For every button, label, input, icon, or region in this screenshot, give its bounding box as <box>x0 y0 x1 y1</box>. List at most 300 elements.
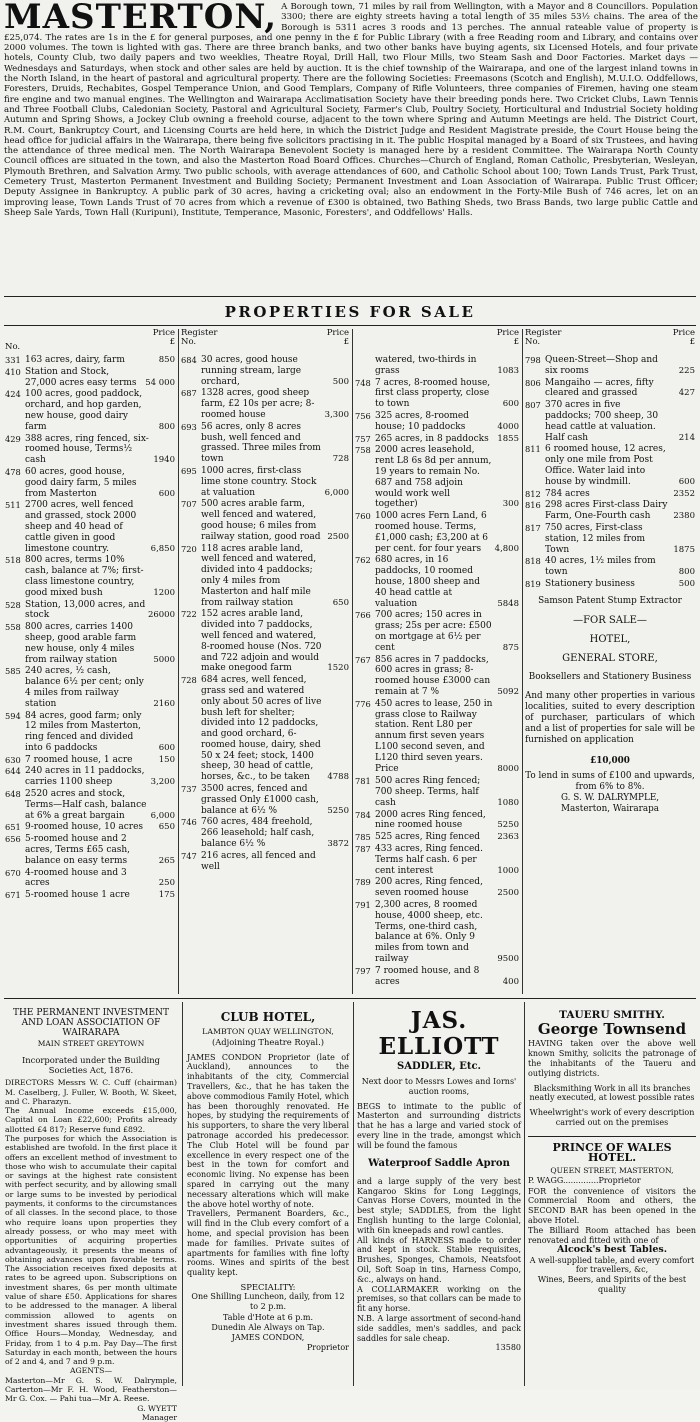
header-no: No. <box>5 342 21 352</box>
listing-number: 781 <box>355 776 371 787</box>
property-listing <box>525 400 695 443</box>
listing-text: 2000 acres leasehold, rent L8 6s 8d per annum, 19 years to remain No. 687 and 758 adjoin would work well together) <box>375 445 492 510</box>
listing-number: 707 <box>181 499 197 510</box>
property-listing <box>355 699 519 764</box>
ad2-dunedin: Dunedin Ale Always on Tap. <box>211 1322 325 1332</box>
header-price: Price £ <box>672 328 695 347</box>
listing-text: 450 acres to lease, 250 in grass close to Railway station. Rent L80 per annum first seven years L100 second seven, and L120 third seven years. <box>375 698 493 763</box>
col-rule-1 <box>178 329 179 994</box>
listing-number: 785 <box>355 832 371 843</box>
listing-number: 747 <box>181 850 197 861</box>
property-list-2 <box>181 355 349 872</box>
column-header <box>355 329 519 355</box>
listing-text: 3500 acres, fenced and grassed Only £1000 cash, balance at 6½ % <box>201 784 319 816</box>
listing-text: 2000 acres Ring fenced, nine roomed house <box>375 809 486 831</box>
listing-number: 767 <box>355 654 371 665</box>
ad4-name: George Townsend <box>537 1020 687 1039</box>
listing-text: 760 acres, 484 freehold, 266 leasehold; half cash, balance 6½ % <box>201 817 315 850</box>
listing-number: 684 <box>181 355 197 365</box>
listing-text: 84 acres, good farm; only 12 miles from Masterton, ring fenced and divided into 6 paddocks <box>25 710 142 753</box>
ad3-code: 13580 <box>495 1343 521 1353</box>
listing-price: 5848 <box>497 598 519 609</box>
property-listing <box>5 600 175 622</box>
listing-price: 500 <box>678 578 695 589</box>
header-register: Register No. <box>525 328 562 347</box>
property-listing <box>525 556 695 578</box>
listing-price: 400 <box>502 976 519 987</box>
header-register: Register No. <box>181 328 218 347</box>
property-listing <box>525 444 695 487</box>
listing-text: 118 acres arable land, well fenced and watered, divided into 4 paddocks; only 4 miles from Masterton and half mile from railway station <box>201 543 317 608</box>
loan-association-ad <box>5 1008 177 1422</box>
tauera-smithy-ad <box>528 1008 696 1386</box>
listing-number: 784 <box>355 809 371 820</box>
property-listing <box>525 523 695 555</box>
listing-text: 6 roomed house, 12 acres, only one mile from Post Office. Water laid into house by windmill. <box>545 444 666 487</box>
property-listing <box>181 784 349 816</box>
listing-text: 5-roomed house 1 acre <box>25 890 130 901</box>
listing-price: 5092 <box>497 686 519 697</box>
property-listing <box>355 776 519 808</box>
properties-title: PROPERTIES FOR SALE <box>224 303 476 321</box>
ad-rule-1 <box>182 1002 183 1386</box>
listing-text: 2700 acres, well fenced and grassed, stock 2000 sheep and 40 head of cattle given in good limestone country. <box>25 500 137 554</box>
ad2-spec: One Shilling Luncheon, daily, from 12 to 2 p.m. <box>191 1292 345 1312</box>
listing-number: 737 <box>181 784 197 795</box>
ad1-directors: DIRECTORS Messrs W. C. Cuff (chairman) M. Caselberg, J. Fuller, W. Booth, W. Skeet, and C. Pharazyn. <box>5 1078 177 1106</box>
listing-number: 819 <box>525 578 541 589</box>
listing-text: 265 acres, in 8 paddocks <box>375 433 489 444</box>
listing-price: 5000 <box>153 654 175 665</box>
property-listing <box>355 877 519 899</box>
hotel-label: HOTEL, <box>589 633 631 645</box>
listing-text: Queen-Street—Shop and six rooms <box>545 355 658 376</box>
property-listing <box>181 422 349 465</box>
listing-price: 175 <box>158 890 175 901</box>
listing-number: 757 <box>355 433 371 444</box>
listing-number: 651 <box>5 822 21 833</box>
ad5-street: QUEEN STREET, MASTERTON, <box>550 1166 674 1176</box>
property-column-4 <box>525 329 695 994</box>
column-header <box>525 329 695 355</box>
ad3-nb: N.B. A large assortment of second-hand side saddles, men's saddles, and pack saddles for sale cheap. <box>357 1313 521 1343</box>
property-listing <box>355 555 519 609</box>
listing-text: 4-roomed house and 3 acres <box>25 867 127 889</box>
property-listing <box>355 900 519 965</box>
listing-text: 216 acres, all fenced and well <box>201 850 316 872</box>
listing-price: 875 <box>502 642 519 653</box>
listing-number: 511 <box>5 500 21 511</box>
listing-text: 7 roomed house, 1 acre <box>25 754 133 765</box>
listing-number: 656 <box>5 834 21 845</box>
listing-number: 812 <box>525 488 541 499</box>
property-listing <box>5 555 175 598</box>
listing-text: 5-roomed house and 2 acres, Terms £65 cash, balance on easy terms <box>25 834 131 866</box>
ad-rule-3 <box>524 1002 525 1386</box>
ad3-next: Next door to Messrs Lowes and Iorns' auction rooms, <box>361 1077 517 1097</box>
ad1-role: Manager <box>141 1412 177 1422</box>
property-listing <box>181 817 349 849</box>
listing-price: 6,850 <box>150 543 175 554</box>
ad3-heading: Waterproof Saddle Apron <box>368 1157 510 1169</box>
listing-price: 2352 <box>673 488 695 499</box>
general-store-label: GENERAL STORE, <box>562 652 658 664</box>
property-listing <box>355 434 519 445</box>
listing-text: 325 acres, 8-roomed house; 10 paddocks <box>375 410 469 432</box>
listing-price: 2500 <box>327 531 349 542</box>
divider-properties <box>4 325 696 326</box>
property-listing <box>5 868 175 890</box>
listing-text: Stationery business <box>545 578 635 589</box>
property-listing <box>181 609 349 674</box>
ad1-agents: Masterton—Mr G. S. W. Dalrymple, Carterton—Mr F. H. Wood, Featherston—Mr G. Cox. — Pahi tua—Mr A. Reese. <box>5 1375 177 1404</box>
listing-price: 225 <box>678 365 695 376</box>
listing-price: 1520 <box>327 663 349 674</box>
listing-price: 250 <box>158 878 175 889</box>
listing-price: 5250 <box>327 805 349 816</box>
property-listing <box>181 466 349 498</box>
col-rule-3 <box>522 329 523 994</box>
ad1-title: THE PERMANENT INVESTMENT AND LOAN ASSOCIATION OF WAIRARAPA <box>13 1008 169 1039</box>
dalrymple-notice <box>525 596 695 815</box>
listing-number: 818 <box>525 556 541 567</box>
property-list-1 <box>5 355 175 901</box>
property-listing <box>5 711 175 754</box>
listing-text: 433 acres, Ring fenced. Terms half cash. 6 per cent interest <box>375 844 483 876</box>
listing-price: 3872 <box>327 839 349 850</box>
ad2-line1: LAMBTON QUAY WELLINGTON, <box>202 1027 334 1037</box>
elliott-saddler-ad <box>357 1008 521 1386</box>
listing-price: 1940 <box>153 455 175 466</box>
listing-price: 800 <box>158 421 175 432</box>
property-listing <box>355 655 519 698</box>
listing-number: 798 <box>525 355 541 365</box>
listing-text: 7 acres, 8-roomed house, first class property, close to town <box>375 377 491 410</box>
listing-text: Station, 13,000 acres, and stock <box>25 599 146 621</box>
property-listing <box>5 789 175 821</box>
listing-price: 3,300 <box>324 409 349 420</box>
listing-text: Price <box>375 764 399 775</box>
listing-text: 56 acres, only 8 acres bush, well fenced and grassed. Three miles from town <box>201 421 321 465</box>
listing-number: 797 <box>355 965 371 976</box>
ad-rule-2 <box>353 1002 354 1386</box>
listing-price: 8000 <box>497 764 519 775</box>
ad5-body2: The Billiard Room attached has been renovated and fitted with one of <box>528 1225 696 1245</box>
property-listing <box>5 890 175 901</box>
ad4-body3: Wheelwright's work of every description carried out on the premises <box>529 1108 695 1127</box>
property-listing <box>181 675 349 783</box>
ad1-body: The purposes for which the Association is established are twofold. In the first place it offers an excellent method of investment to those who wish to accumulate their capital or savings at the highest rate consistent with perfect security, and by allowing small or large sums to be invested by periodical payments, it conforms to the circumstances of all classes. In the second place, to those who require loans upon properties they already possess, or who may meet with opportunities of acquiring properties advantageously, it presents the means of obtaining advances upon favorable terms. The Association receives fixed deposits at rates to be agreed upon. Subscriptions on investment shares, 6s per month ultimate value of share £50. Applications for shares to be addressed to the manager. A liberal commission allowed to agents on investment shares issued through them. Office Hours—Monday, Wednesday, and Friday, from 1 to 4 p.m. Pay Day—The first Saturday in each month, between the hours of 2 and 4, and 7 and 9 p.m. <box>5 1134 177 1367</box>
listing-number: 791 <box>355 900 371 911</box>
property-listing <box>181 851 349 873</box>
listing-text: 240 acres in 11 paddocks, carries 1100 sheep <box>25 766 145 788</box>
listing-price: 2160 <box>153 698 175 709</box>
listing-price: 600 <box>158 742 175 753</box>
listing-price: 214 <box>678 432 695 443</box>
listing-number: 478 <box>5 466 21 477</box>
listing-price: 850 <box>158 355 175 365</box>
listing-text: 750 acres, First-class station, 12 miles from Town <box>545 522 646 555</box>
property-column-3 <box>355 329 519 994</box>
listing-number: 687 <box>181 388 197 399</box>
listing-price: 4000 <box>497 421 519 432</box>
listing-price: 600 <box>158 488 175 499</box>
listing-price: 1855 <box>497 433 519 444</box>
listing-price: 1200 <box>153 587 175 598</box>
listing-number: 695 <box>181 465 197 476</box>
listing-number: 728 <box>181 675 197 686</box>
listing-number: 760 <box>355 511 371 522</box>
listing-price: 4788 <box>327 772 349 783</box>
listing-text: 2,300 acres, 8 roomed house, 4000 sheep, etc. Terms, one-third cash, balance at 6%. Only 9 miles from town and railway <box>375 900 483 965</box>
ad2-table: Table d'Hote at 6 p.m. <box>223 1312 313 1322</box>
column-header <box>181 329 349 355</box>
property-listing <box>181 355 349 387</box>
ad2-line2: (Adjoining Theatre Royal.) <box>211 1037 325 1048</box>
listing-price: 2380 <box>673 511 695 522</box>
header-price: Price £ <box>496 328 519 347</box>
property-listing <box>355 511 519 554</box>
club-hotel-ad <box>187 1008 349 1386</box>
property-listing <box>355 810 519 832</box>
property-listing <box>5 666 175 709</box>
property-list-3 <box>355 355 519 987</box>
ad4-body: HAVING taken over the above well known Smithy, solicits the patronage of the inhabitants of the Taueru and outlying districts. <box>528 1039 696 1078</box>
property-listing <box>355 844 519 876</box>
header-price: Price £ <box>326 328 349 347</box>
booksellers-label: Booksellers and Stationery Business <box>528 671 692 682</box>
ad2-body: JAMES CONDON Proprietor (late of Auckland), announces to the inhabitants of the city, Commercial Travellers, &c., that he has taken the above commodious Family Hotel, which has been thoroughly renovated. He hopes, by studying the requirements of his supporters, to share the very liberal patronage accorded his predecessor. The Club Hotel will be found par excellence in every respect one of the best in the town for comfort and economic living. No expense has been spared in carrying out the many necessary alterations which will make the above hotel worthy of note. <box>187 1052 349 1209</box>
divider-ads <box>4 998 696 999</box>
listing-price: 1000 <box>497 865 519 876</box>
listing-number: 528 <box>5 599 21 610</box>
property-listing <box>355 411 519 433</box>
listing-price: 800 <box>678 567 695 578</box>
property-listing <box>181 544 349 609</box>
masterton-description: A Borough town, 71 miles by rail from Wellington, with a Mayor and 8 Councillors. Population 3300; there are eighty streets having a total length of 35 miles 53½ chains. The area of the Borough is 5311 acres 3 roods and 13 perches. The annual rateable value of property is £25,074. The rates are 1s in the £ for general purposes, and one penny in the £ for Public Library (with a free Reading room and Library, and contains over 2000 volumes. The town is lighted with gas. There are three branch banks, and two other banks have buying agents, six Licensed Hotels, and four private hotels, County Club, two daily papers and two weeklies, Theatre Royal, Drill Hall, two Flour Mills, two Steam Sash and Door Factories. Market days — Wednesdays and Saturdays, when stock and other sales are held by auction. It is the chief township of the Wairarapa, and one of the largest inland towns in the North Island, in the heart of pastoral and agricultural property. There are the following Societies: Freemasons (Scotch and English), M.U.I.O. Oddfellows, Foresters, Druids, Rechabites, Gospel Temperance Union, and Good Templars, Company of Rifle Volunteers, three companies of Firemen, having one steam fire engine and two manual engines. The Wellington and Wairarapa Acclimatisation Society have their breeding ponds here. Two Cricket Clubs, Lawn Tennis and Three Football Clubs, Caledonian Society, Pastoral and Agricultural Society, Farmer's Club, Poultry Society, Horticultural and Industrial Society holding Autumn and Spring Shows, a Jockey Club owning a freehold course, adjacent to the town where Spring and Autumn Meetings are held. The District Court, R.M. Court, Bankruptcy Court, and Licensing Courts are held here, in which the District Judge and Resident Magistrate preside, the Court House being the head office for judicial affairs in the Wairarapa, there being five solicitors practising in it. The public Hospital managed by a Board of six Trustees, and having the attendance of three medical men. The North Wairarapa Benevolent Society is managed here by a resident Committee. The Wairarapa North County Council offices are situated in the town, and also the Masterton Road Board Offices. Churches—Church of England, Roman Catholic, Presbyterian, Wesleyan, Plymouth Brethren, and Salvation Army. Two public schools, with average attendances of 600, and Catholic School about 100; Town Lands Trust, Park Trust, Cemetery Trust, Masterton Permanent Investment and Building Society; Permanent Investment and Loan Association of Wairarapa. Public Trust Officer; Deputy Assignee in Bankruptcy. A public park of 30 acres, having a cricketing oval; also an endowment in the Forty-Mile Bush of 746 acres, let on an improving lease, Town Lands Trust of 70 acres from which a revenue of £300 is obtained, two Bathing Sheds, two Brass Bands, two large public Cattle and Sheep Sale Yards, Town Hall (Kuripuni), Institute, Temperance, Masonic, Foresters', and Oddfellows' Halls. <box>4 2 698 218</box>
listing-text: 298 acres First-class Dairy Farm, One-Fourth cash <box>545 500 668 522</box>
listing-number: 594 <box>5 710 21 721</box>
listing-price: 6,000 <box>150 810 175 821</box>
property-column-1 <box>5 329 175 994</box>
property-listing <box>525 355 695 377</box>
stump-extractor: Samson Patent Stump Extractor <box>538 595 682 606</box>
ad5-title: PRINCE OF WALES HOTEL. <box>552 1140 672 1164</box>
listing-price: 3,200 <box>150 777 175 788</box>
property-listing <box>5 500 175 554</box>
col-rule-2 <box>352 329 353 994</box>
listing-number: 811 <box>525 444 541 455</box>
listing-text: 2520 acres and stock, Terms—Half cash, balance at 6% a great bargain <box>25 789 147 821</box>
listing-price: 650 <box>158 822 175 833</box>
listing-price: 1875 <box>673 544 695 555</box>
listing-price: 1080 <box>497 797 519 808</box>
property-listing <box>525 579 695 590</box>
property-listing <box>5 389 175 432</box>
listing-number: 670 <box>5 867 21 878</box>
property-listing <box>355 445 519 510</box>
ad1-income: The Annual Income exceeds £15,000, Capital on Loan £22,600; Profits already allotted £4 817; Reserve fund £892. <box>5 1106 177 1134</box>
listing-text: 240 acres, ½ cash, balance 6½ per cent; only 4 miles from railway station <box>25 666 144 709</box>
listing-text: 800 acres, terms 10% cash, balance at 7%; first-class limestone country, good mixed bush <box>25 555 144 598</box>
ad-separator <box>528 1136 696 1137</box>
listing-text: 200 acres, Ring fenced, seven roomed house <box>375 877 483 899</box>
loan-amount: £10,000 <box>590 755 630 766</box>
listing-number: 518 <box>5 555 21 566</box>
listing-text: 700 acres; 150 acres in grass; 25s per acre: £500 on mortgage at 6½ per cent <box>375 610 492 653</box>
listing-text: 500 acres arable farm, well fenced and watered, good house; 6 miles from railway station, good road <box>201 499 321 542</box>
ad5-foot: Wines, Beers, and Spirits of the best quality <box>537 1275 687 1294</box>
property-listing <box>355 966 519 988</box>
listing-text: 100 acres, good paddock, orchard, and hop garden, new house, good dairy farm <box>25 389 143 432</box>
ad3-sub: SADDLER, Etc. <box>396 1061 482 1072</box>
property-listing <box>5 367 175 389</box>
listing-price: 427 <box>678 388 695 399</box>
ad2-sign: JAMES CONDON, <box>231 1332 305 1342</box>
listing-number: 671 <box>5 890 21 901</box>
listing-number: 807 <box>525 400 541 411</box>
listing-number: 748 <box>355 377 371 388</box>
property-list-4 <box>525 355 695 590</box>
listing-price: 300 <box>502 499 519 510</box>
listing-text: 60 acres, good house, good dairy farm, 5 miles from Masterton <box>25 466 137 499</box>
listing-text: 1000 acres, first-class lime stone country. Stock at valuation <box>201 465 317 498</box>
column-header <box>5 329 175 355</box>
ad1-incorp: Incorporated under the Building Societies Act, 1876. <box>21 1054 161 1076</box>
listing-price: 5250 <box>497 820 519 831</box>
for-sale-label: —FOR SALE— <box>573 614 647 626</box>
property-listing <box>525 378 695 400</box>
property-listing <box>181 499 349 542</box>
agent-name: G. S. W. DALRYMPLE, <box>560 792 660 803</box>
listing-text: 9-roomed house, 10 acres <box>25 822 144 833</box>
header-price: Price £ <box>152 328 175 347</box>
listing-number: 762 <box>355 555 371 566</box>
listing-number: 758 <box>355 445 371 456</box>
listing-price: 9500 <box>497 954 519 965</box>
ad2-role: Proprietor <box>306 1343 349 1353</box>
listing-number: 720 <box>181 543 197 554</box>
ad2-title: CLUB HOTEL, <box>220 1010 316 1024</box>
property-listing <box>5 834 175 866</box>
ad5-prop: P. WAGG..............Proprietor <box>528 1176 641 1186</box>
property-listing <box>525 489 695 500</box>
listing-number: 789 <box>355 877 371 888</box>
property-listing <box>5 434 175 466</box>
listing-text: 163 acres, dairy, farm <box>25 355 125 365</box>
listing-number: 756 <box>355 410 371 421</box>
ad1-sign: G. WYETT <box>137 1403 177 1413</box>
ad3-body4: A COLLARMAKER working on the premises, so that collars can be made to fit any horse. <box>357 1284 521 1314</box>
property-listing <box>5 822 175 833</box>
listing-price: 1083 <box>497 365 519 376</box>
listing-text: 7 roomed house, and 8 acres <box>375 965 480 987</box>
listing-price: 728 <box>332 454 349 465</box>
listing-text: 40 acres, 1½ miles from town <box>545 556 656 578</box>
ad1-street: MAIN STREET GREYTOWN <box>37 1038 145 1048</box>
property-listing <box>5 467 175 499</box>
property-listing <box>5 766 175 788</box>
masterton-title: MASTERTON, <box>4 0 278 37</box>
listing-text: 784 acres <box>545 488 590 499</box>
property-listing <box>5 622 175 665</box>
ad2-body2: Travellers, Permanent Boarders, &c., will find in the Club every comfort of a home, and special provision has been made for families. Private suites of apartments for families with fine lofty rooms. Wines and spirits of the best quality kept. <box>187 1209 349 1278</box>
listing-text: Mangaiho — acres, fifty cleared and grassed <box>545 377 654 399</box>
property-listing <box>355 764 519 775</box>
listing-price: 4,800 <box>494 543 519 554</box>
listing-text: 370 acres in five paddocks; 700 sheep, 30 head cattle at valuation. Half cash <box>545 400 659 443</box>
property-column-2 <box>181 329 349 994</box>
listing-text: Station and Stock, 27,000 acres easy terms <box>25 366 137 388</box>
listing-text: 684 acres, well fenced, grass sed and watered only about 50 acres of live bush left for shelter; divided into 12 paddocks, and good orchard, 6-roomed house, dairy, shed 50 x 24 feet; stock, 1400 sheep, 30 head of cattle, horses, &c., to be taken <box>201 675 322 783</box>
ad3-body: BEGS to intimate to the public of Masterton and surrounding districts that he has a large and varied stock of every line in the trade, amongst which will be found the famous <box>357 1101 521 1150</box>
listing-text: 152 acres arable land, divided into 7 paddocks, well fenced and watered, 8-roomed house (Nos. 720 and 722 adjoin and would make onegood farm <box>201 609 322 674</box>
listing-number: 585 <box>5 666 21 677</box>
ad3-body3: All kinds of HARNESS made to order and kept in stock. Stable requisites, Brushes, Sponges, Chamois, Neatsfoot Oil, Soft Soap in tins, Harness Compo, &c., always on hand. <box>357 1235 521 1284</box>
listing-number: 806 <box>525 377 541 388</box>
listing-price: 2500 <box>497 888 519 899</box>
listing-text: 525 acres, Ring fenced <box>375 832 481 843</box>
listing-price: 6,000 <box>324 487 349 498</box>
ad1-agents-title: AGENTS— <box>69 1366 113 1376</box>
ad5-heading: Alcock's best Tables. <box>556 1244 668 1256</box>
listing-text: 856 acres in 7 paddocks, 600 acres in grass; 8-roomed house £3000 can remain at 7 % <box>375 654 491 697</box>
agent-place: Masterton, Wairarapa <box>561 803 659 814</box>
listing-price: 54 000 <box>145 377 175 388</box>
listing-price: 600 <box>678 476 695 487</box>
listing-number: 817 <box>525 522 541 533</box>
listing-price: 26000 <box>147 610 175 621</box>
masterton-intro <box>4 2 698 218</box>
listing-number: 558 <box>5 622 21 633</box>
property-listing <box>355 832 519 843</box>
property-listing <box>181 388 349 420</box>
listing-price: 150 <box>158 754 175 765</box>
listing-text: 800 acres, carries 1400 sheep, good arable farm new house, only 4 miles from railway station <box>25 622 137 665</box>
listing-number: 429 <box>5 433 21 444</box>
listing-number: 331 <box>5 355 21 365</box>
listing-price: 500 <box>332 376 349 387</box>
listing-number: 648 <box>5 789 21 800</box>
listing-number: 816 <box>525 500 541 511</box>
property-listing <box>5 755 175 766</box>
listing-price: 650 <box>332 597 349 608</box>
ad5-body3: A well-supplied table, and every comfort for travellers, &c, <box>529 1255 695 1275</box>
listing-price: 600 <box>502 399 519 410</box>
listing-price: 265 <box>158 855 175 866</box>
property-listing <box>355 378 519 410</box>
loan-terms: To lend in sums of £100 and upwards, from 6% to 8%. <box>525 770 695 792</box>
listing-number: 424 <box>5 389 21 400</box>
listing-number: 630 <box>5 754 21 765</box>
listing-number: 766 <box>355 610 371 621</box>
listing-text: watered, two-thirds in grass <box>375 355 477 376</box>
ad4-body2: Blacksmithing Work in all its branches neatly executed, at lowest possible rates <box>529 1083 695 1103</box>
property-listing <box>355 355 519 377</box>
ad3-title: JAS. ELLIOTT <box>378 1007 500 1060</box>
ad3-body2: and a large supply of the very best Kangaroo Skins for Long Leggings, Canvas Horse Covers, mounted in the best style; SADDLES, from the light English hunting to the large Colonial, with 6in kneepads and rowl cantles. <box>357 1176 521 1235</box>
property-listing <box>5 355 175 366</box>
listing-number: 722 <box>181 609 197 620</box>
listing-text: 1000 acres Fern Land, 6 roomed house. Terms, £1,000 cash; £3,200 at 6 per cent. for four years <box>375 511 488 554</box>
listing-number: 410 <box>5 366 21 377</box>
many-properties-text: And many other properties in various localities, suited to every description of purchaser, particulars of which and a list of properties for sale will be furnished on application <box>525 690 695 745</box>
divider-top <box>4 296 696 297</box>
listing-number: 746 <box>181 817 197 828</box>
listing-price: 2363 <box>497 832 519 843</box>
ad4-title: TAUERU SMITHY. <box>559 1009 665 1021</box>
listing-text: 1328 acres, good sheep farm, £2 10s per acre; 8-roomed house <box>201 388 315 420</box>
